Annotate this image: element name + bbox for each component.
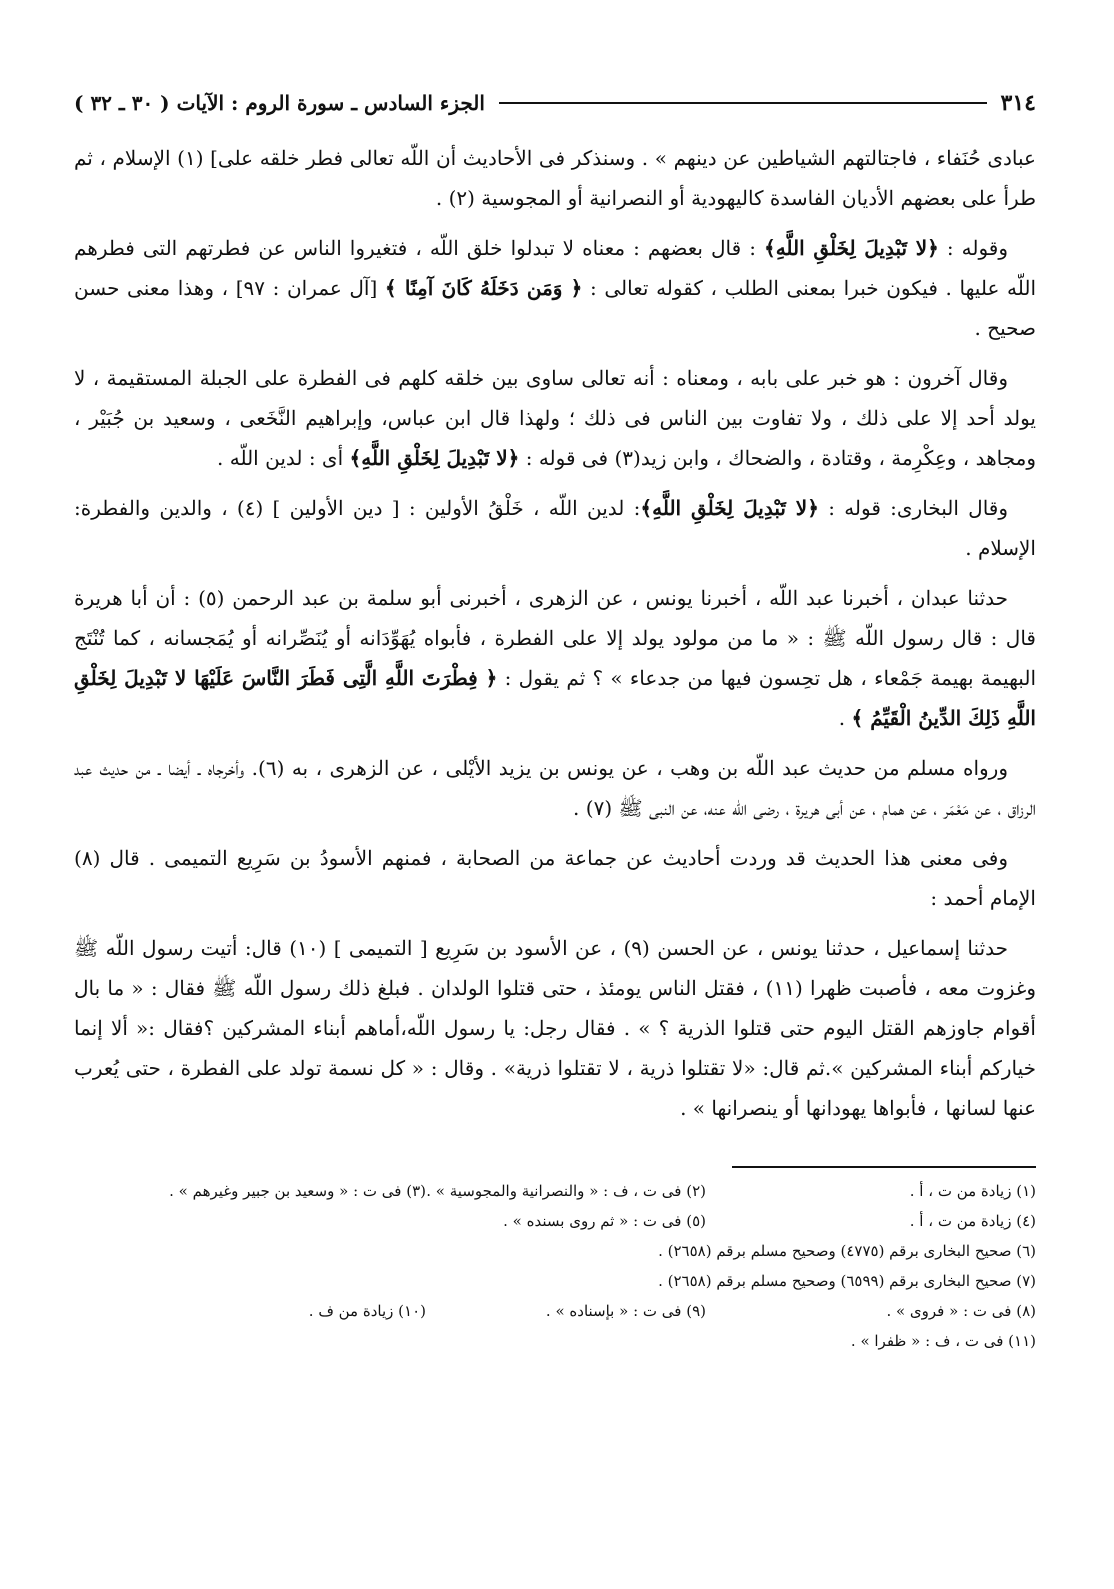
quran-quote: ﴿لا تَبْدِيلَ لِخَلْقِ اللَّهِ﴾ bbox=[349, 446, 520, 470]
quran-quote: ﴿لا تَبْدِيلَ لِخَلْقِ اللَّهِ﴾ bbox=[763, 236, 939, 260]
footnote: (٥) فى ت : « ثم روى بسنده » . bbox=[503, 1212, 706, 1230]
paragraph-3 bbox=[74, 358, 1036, 478]
footnote-line bbox=[74, 1326, 1036, 1356]
footnote: (١٠) زيادة من ف . bbox=[308, 1302, 426, 1320]
quran-quote: ﴿ وَمَن دَخَلَهُ كَانَ آمِنًا ﴾ bbox=[384, 276, 583, 300]
footnote-line bbox=[74, 1236, 1036, 1266]
paragraph-2-text-a: وقوله : bbox=[938, 236, 1009, 260]
paragraph-2-text-b: : قال بعضهم : معناه لا تبدلوا خلق اللّه ، فتغيروا الناس عن فطرتهم التى فطرهم اللّه عليها . فيكون خبرا بمعنى الطلب ، كقوله تعالى : bbox=[74, 236, 1037, 300]
paragraph-4-text-a: وقال البخارى: قوله : bbox=[818, 496, 1009, 520]
paragraph-2-text-c: [آل عمران : ٩٧] ، وهذا معنى حسن صحيح . bbox=[74, 276, 1036, 340]
paragraph-3-text-a: وقال آخرون : هو خبر على بابه ، ومعناه : أنه تعالى ساوى بين خلقه كلهم فى الفطرة على الجبلة المستقيمة ، لا يولد أحد إلا على ذلك ، ولا تفاوت بين الناس فى ذلك ؛ ولهذا قال ابن عباس، وإبراهيم النَّخَعى ، وسعيد بن جُبَيْر ، ومجاهد ، وعِكْرِمة ، وقتادة ، والضحاك ، وابن زيد(٣) فى قوله : bbox=[74, 366, 1036, 470]
footnote: (١) زيادة من ت ، أ . bbox=[909, 1182, 1036, 1200]
footnote-line bbox=[74, 1266, 1036, 1296]
paragraph-8: حدثنا إسماعيل ، حدثنا يونس ، عن الحسن (٩) ، عن الأسود بن سَرِيع [ التميمى ] (١٠) قال: أتيت رسول اللّه ﷺ وغزوت معه ، فأصبت ظهرا (١١) ، فقتل الناس يومئذ ، حتى قتلوا الولدان . فبلغ ذلك رسول اللّه ﷺ فقال : « ما بال أقوام جاوزهم القتل اليوم حتى قتلوا الذرية ؟ » . فقال رجل: يا رسول اللّه،أماهم أبناء المشركين ؟فقال :« ألا إنما خياركم أبناء المشركين ».ثم قال: «لا تقتلوا ذرية ، لا تقتلوا ذرية» . وقال : « كل نسمة تولد على الفطرة ، حتى يُعرب عنها لسانها ، فأبواها يهودانها أو ينصرانها » . bbox=[74, 936, 1036, 1120]
paragraph-4 bbox=[74, 488, 1036, 568]
paragraph-3-text-b: أى : لدين اللّه . bbox=[217, 446, 350, 470]
quran-quote: ﴿لا تَبْدِيلَ لِخَلْقِ اللَّهِ﴾ bbox=[640, 496, 819, 520]
footnote bbox=[74, 1206, 426, 1236]
paragraph-5-text-a: حدثنا عبدان ، أخبرنا عبد اللّه ، أخبرنا يونس ، عن الزهرى ، أخبرنى أبو سلمة بن عبد الرحمن (٥) : أن أبا هريرة قال : قال رسول اللّه ﷺ : « ما من مولود يولد إلا على الفطرة ، فأبواه يُهَوِّدَانه أو يُنَصِّرانه أو يُمَجسانه ، كما تُنْتَج البهيمة بهيمة جَمْعاء ، هل تحِسون فيها من جدعاء » ؟ ثم يقول : bbox=[74, 586, 1036, 690]
footnote: (٧) صحيح البخارى برقم (٦٥٩٩) وصحيح مسلم برقم (٢٦٥٨) . bbox=[658, 1272, 1036, 1290]
paragraph-6: ورواه مسلم من حديث عبد اللّه بن وهب ، عن يونس بن يزيد الأيْلى ، عن الزهرى ، به (٦). وأخرجاه ـ أيضا ـ من حديث عبد الرزاق ، عن مَعْمَر ، عن همام ، عن أبى هريرة ، رضى اللّه عنه، عن النبى ﷺ (٧) . bbox=[74, 756, 1036, 820]
footnote: (٩) فى ت : « بإسناده » . bbox=[545, 1302, 706, 1320]
footnote: (٦) صحيح البخارى برقم (٤٧٧٥) وصحيح مسلم برقم (٢٦٥٨) . bbox=[658, 1242, 1036, 1260]
page-header bbox=[74, 86, 1036, 120]
paragraph-1: عبادى حُنَفاء ، فاجتالتهم الشياطين عن دينهم » . وسنذكر فى الأحاديث أن اللّه تعالى فطر خلقه على] (١) الإسلام ، ثم طرأ على بعضهم الأديان الفاسدة كاليهودية أو النصرانية أو المجوسية (٢) . bbox=[74, 146, 1036, 210]
paragraph-5 bbox=[74, 578, 1036, 738]
header-rule bbox=[499, 102, 987, 104]
paragraph-5-text-b: . bbox=[838, 706, 852, 730]
main-text bbox=[74, 138, 1036, 1128]
footnote: (٤) زيادة من ت ، أ . bbox=[909, 1212, 1036, 1230]
paragraph-4-text-b: : لدين اللّه ، خَلْقُ الأولين : [ دين الأولين ] (٤) ، والدين والفطرة: الإسلام . bbox=[74, 496, 1036, 560]
paragraph-2 bbox=[74, 228, 1036, 348]
footnote: (١١) فى ت ، ف : « ظفرا » . bbox=[850, 1332, 1036, 1350]
footnote: (٨) فى ت : « فروى » . bbox=[886, 1302, 1036, 1320]
footnote: (٢) فى ت ، ف : « والنصرانية والمجوسية » . bbox=[426, 1182, 706, 1200]
quran-quote: ﴿ فِطْرَتَ اللَّهِ الَّتِى فَطَرَ النَّاسَ عَلَيْهَا لا تَبْدِيلَ لِخَلْقِ اللَّهِ ذَلِكَ الدِّينُ الْقَيِّمُ ﴾ bbox=[74, 666, 1036, 730]
footnote-rule bbox=[732, 1166, 1036, 1168]
footnotes bbox=[74, 1176, 1036, 1356]
paragraph-7: وفى معنى هذا الحديث قد وردت أحاديث عن جماعة من الصحابة ، فمنهم الأسودُ بن سَرِيع التميمى . قال (٨) الإمام أحمد : bbox=[74, 846, 1036, 910]
footnote: (٣) فى ت : « وسعيد بن جبير وغيرهم » . bbox=[169, 1182, 426, 1200]
running-title: الجزء السادس ـ سورة الروم : الآيات ( ٣٠ ـ ٣٢ ) bbox=[74, 91, 485, 115]
footnote-line bbox=[74, 1296, 1036, 1326]
footnote-line bbox=[74, 1176, 1036, 1206]
footnote-line bbox=[74, 1206, 1036, 1236]
page-number: ٣١٤ bbox=[1000, 90, 1036, 116]
